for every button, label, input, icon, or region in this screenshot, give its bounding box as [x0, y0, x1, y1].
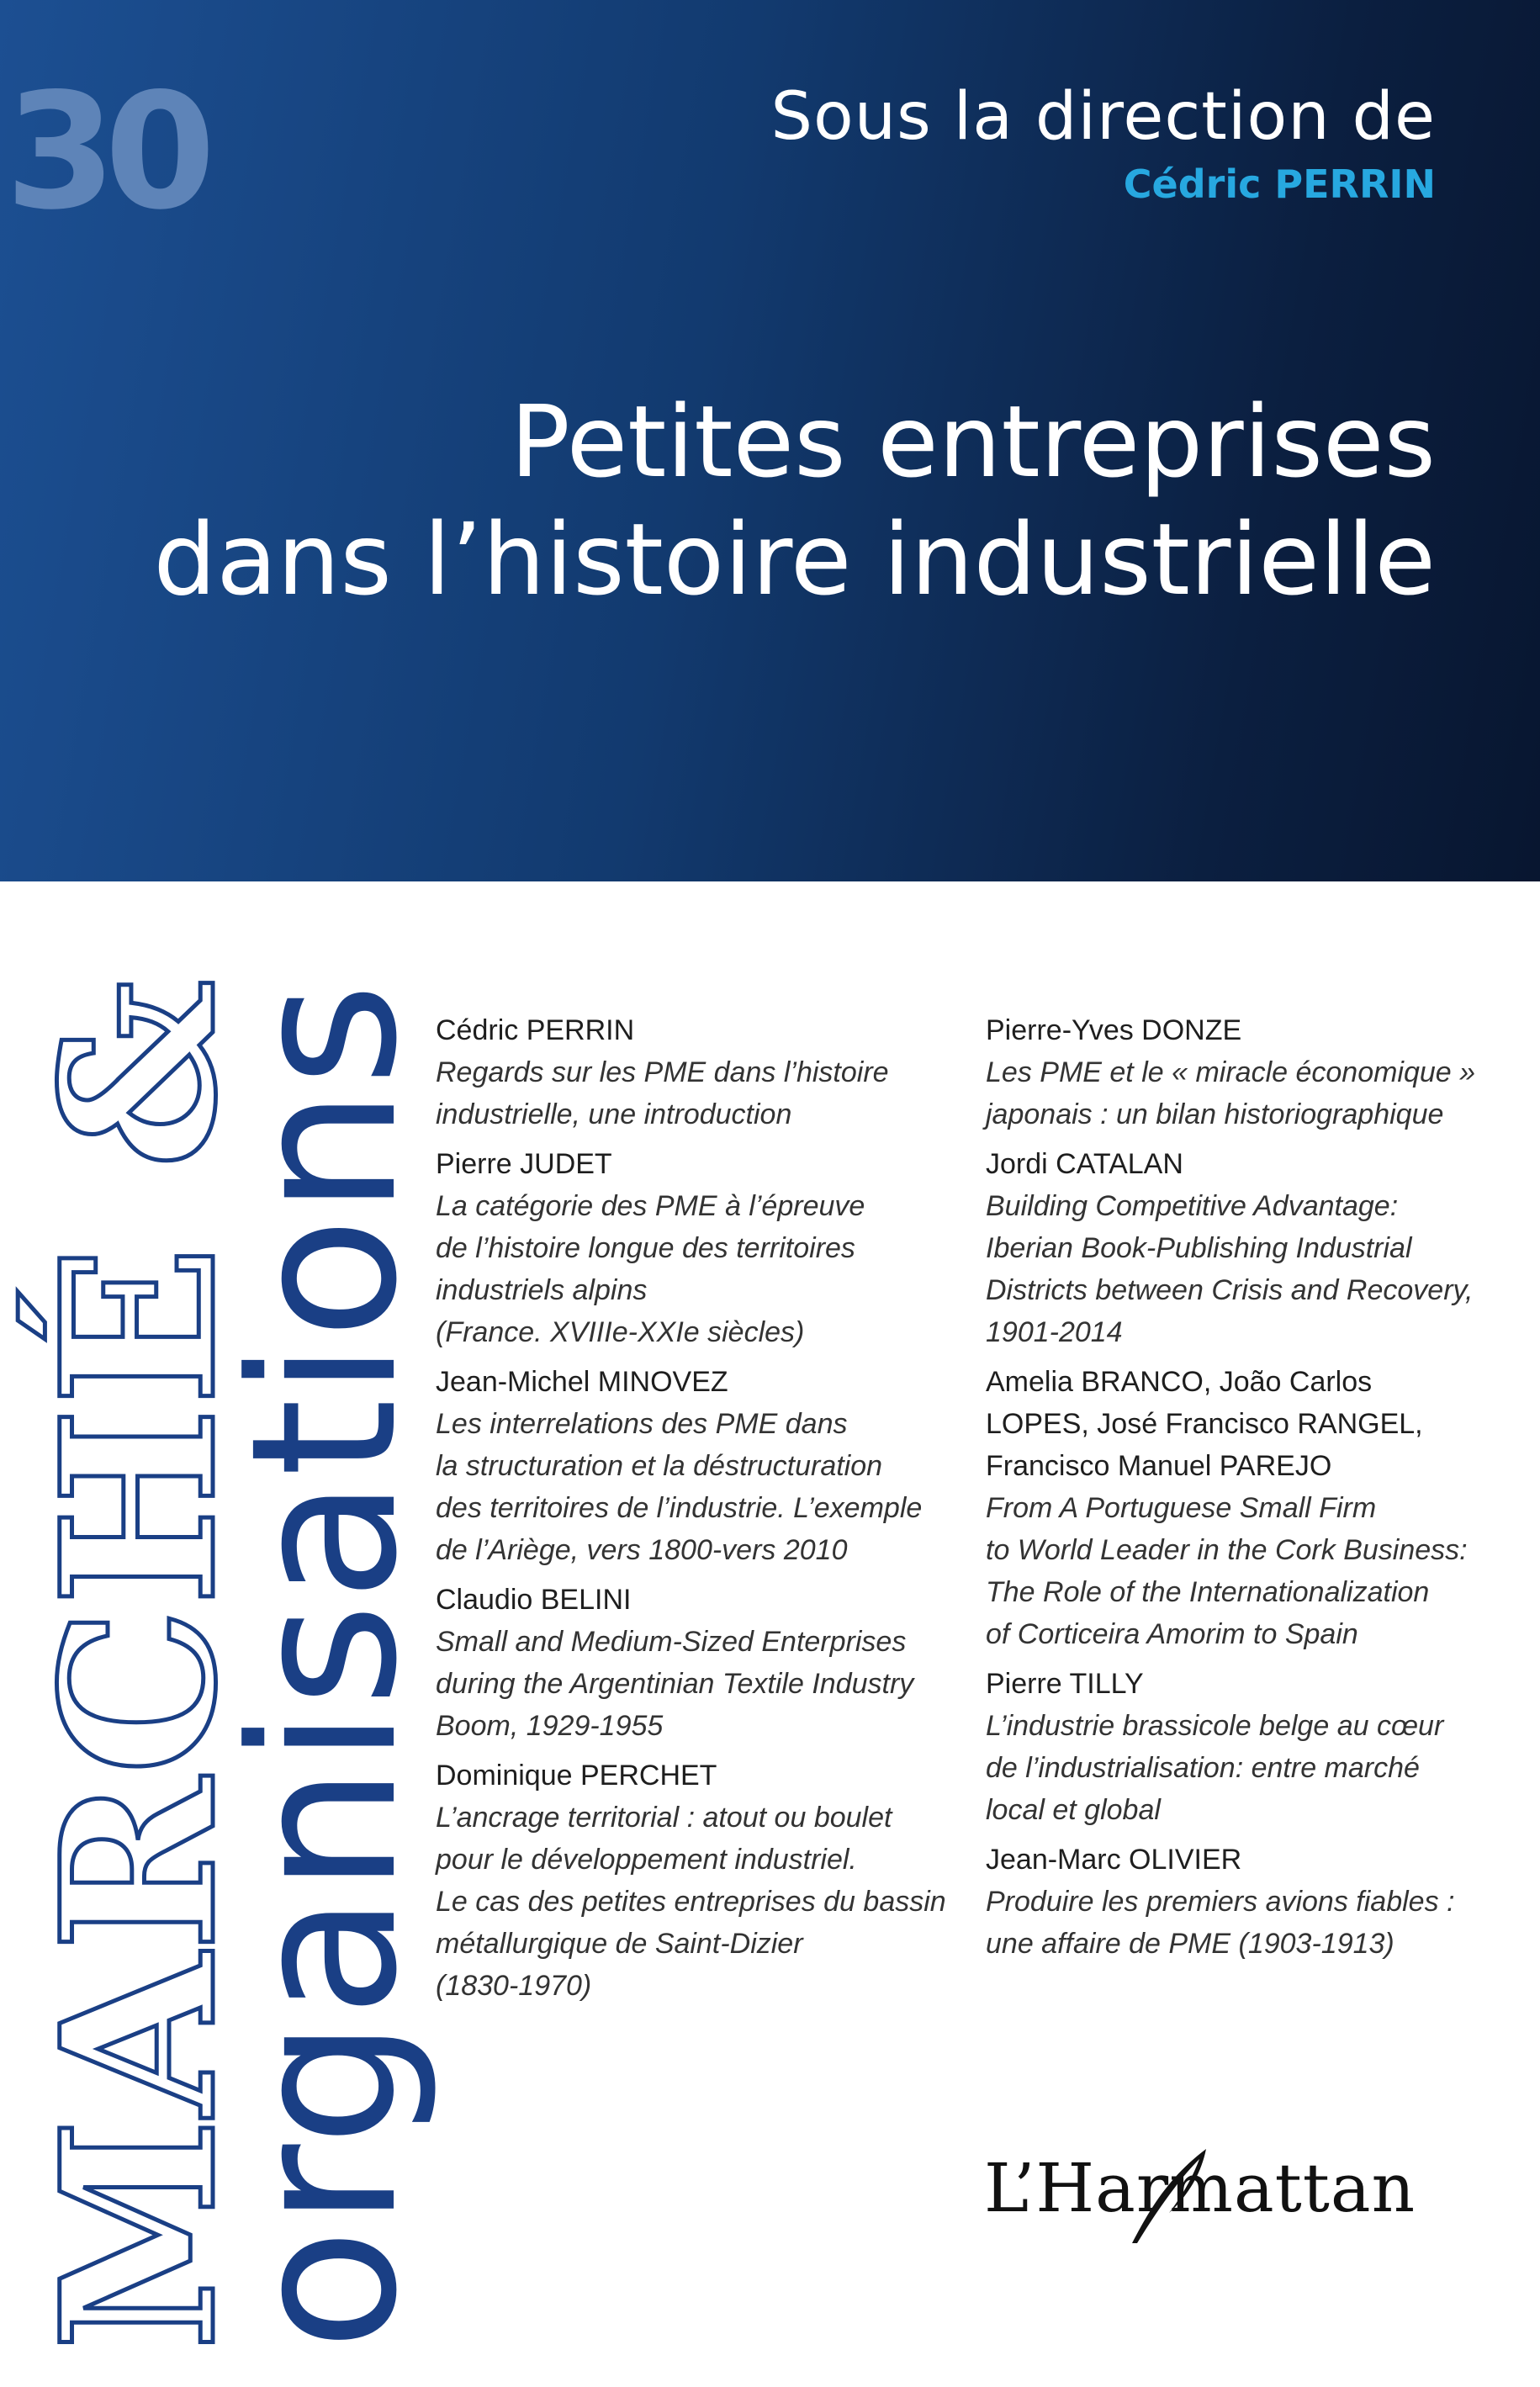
issue-number: 30	[5, 59, 204, 245]
publisher-logo: L’Harmattan	[984, 2149, 1416, 2227]
contents-entry	[986, 1143, 1507, 1353]
entry-author: Jean-Marc OLIVIER	[986, 1844, 1242, 1876]
entry-author: Dominique PERCHET	[436, 1760, 717, 1792]
contents-right-column	[986, 1009, 1507, 1972]
book-title-line-2: dans l’histoire industrielle	[153, 501, 1436, 617]
entry-title: Small and Medium-Sized Enterprises during the Argentinian Textile Industry Boom, 1929-1955	[436, 1626, 914, 1742]
contents-entry	[436, 1755, 957, 2007]
entry-title: Building Competitive Advantage: Iberian Book-Publishing Industrial Districts between Crisis and Recovery, 1901-2014	[986, 1190, 1474, 1348]
entry-author: Jean-Michel MINOVEZ	[436, 1366, 728, 1398]
entry-title: From A Portuguese Small Firm to World Leader in the Cork Business: The Role of the Internationalization of Corticeira Amorim to Spain	[986, 1492, 1468, 1650]
contents-entry	[436, 1361, 957, 1571]
contents-left-column	[436, 1009, 957, 2014]
director-name: Cédric PERRIN	[1123, 161, 1436, 207]
book-title-line-1: Petites entreprises	[510, 384, 1436, 500]
entry-title: L’ancrage territorial : atout ou boulet pour le développement industriel. Le cas des petites entreprises du bassin métallurgique de Saint-Dizier (1830-1970)	[436, 1802, 946, 2002]
direction-label: Sous la direction de	[770, 79, 1436, 155]
entry-author: Pierre TILLY	[986, 1668, 1144, 1700]
entry-author: Amelia BRANCO, João Carlos LOPES, José Francisco RANGEL, Francisco Manuel PAREJO	[986, 1366, 1423, 1482]
entry-title: Les PME et le « miracle économique » japonais : un bilan historiographique	[986, 1056, 1476, 1130]
entry-title: La catégorie des PME à l’épreuve de l’histoire longue des territoires industriels alpins (France. XVIIIe-XXIe siècles)	[436, 1190, 865, 1348]
contents-entry	[986, 1009, 1507, 1135]
entry-title: Produire les premiers avions fiables : une affaire de PME (1903-1913)	[986, 1886, 1455, 1960]
entry-title: Les interrelations des PME dans la structuration et la déstructuration des territoires de l’industrie. L’exemple de l’Ariège, vers 1800-vers 2010	[436, 1408, 923, 1566]
series-name-vertical	[15, 977, 442, 2351]
entry-author: Claudio BELINI	[436, 1584, 632, 1616]
contents-entry	[986, 1839, 1507, 1965]
book-title	[6, 383, 1436, 618]
entry-title: L’industrie brassicole belge au cœur de l’industrialisation: entre marché local et global	[986, 1710, 1444, 1826]
contents-entry	[436, 1009, 957, 1135]
contents-entry	[436, 1143, 957, 1353]
cover-header	[0, 0, 1540, 881]
entry-author: Jordi CATALAN	[986, 1148, 1183, 1180]
series-name-line-2: organisations	[209, 981, 442, 2351]
contents-entry	[436, 1579, 957, 1747]
series-name-line-1: MARCHÉ &	[15, 977, 262, 2351]
entry-author: Pierre JUDET	[436, 1148, 612, 1180]
entry-title: Regards sur les PME dans l’histoire industrielle, une introduction	[436, 1056, 889, 1130]
contents-entry	[986, 1663, 1507, 1831]
contents-entry	[986, 1361, 1507, 1655]
entry-author: Pierre-Yves DONZE	[986, 1014, 1242, 1046]
entry-author: Cédric PERRIN	[436, 1014, 635, 1046]
